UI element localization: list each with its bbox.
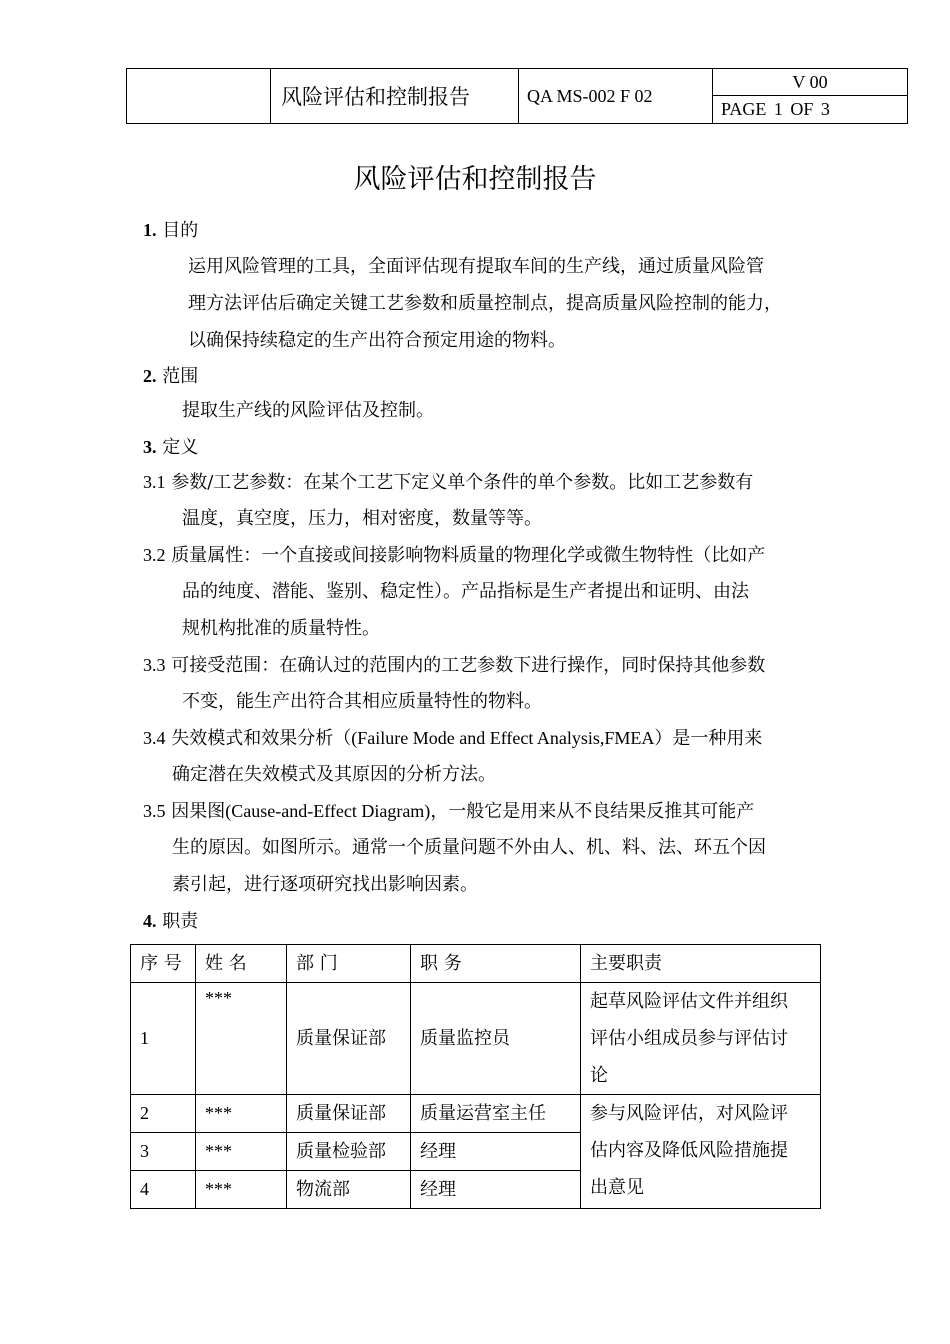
job-title: 质量监控员 [411, 983, 581, 1095]
definition-number: 3.1 [143, 472, 166, 492]
column-header: 部 门 [287, 945, 411, 983]
section-number: 4. [143, 911, 157, 931]
column-header: 职 务 [411, 945, 581, 983]
table-header-row [131, 945, 821, 983]
department: 质量保证部 [287, 983, 411, 1095]
column-header: 姓 名 [196, 945, 287, 983]
section-title: 定义 [162, 437, 199, 458]
definition-3-3 [143, 653, 765, 678]
definition-number: 3.4 [143, 728, 166, 748]
page-title: 风险评估和控制报告 [353, 164, 597, 195]
duty-line: 参与风险评估，对风险评 [590, 1103, 788, 1124]
paragraph-line: 运用风险管理的工具，全面评估现有提取车间的生产线，通过质量风险管 [188, 256, 764, 277]
header-title: 风险评估和控制报告 [271, 69, 519, 124]
department: 质量保证部 [287, 1095, 411, 1133]
definition-text: ）是一种用来 [654, 728, 763, 749]
row-number: 4 [131, 1171, 196, 1209]
paragraph-line: 温度，真空度，压力，相对密度，数量等等。 [182, 508, 542, 529]
duty-cell-shared [581, 1095, 821, 1209]
person-name: *** [196, 1171, 287, 1209]
person-name: *** [196, 983, 287, 1095]
responsibility-table [130, 944, 821, 1209]
section-2-heading [143, 364, 198, 389]
duty-line: 论 [590, 1065, 608, 1086]
definition-text: 因果图 [171, 801, 226, 822]
duty-line: 估内容及降低风险措施提 [590, 1140, 788, 1161]
person-name: *** [196, 1133, 287, 1171]
person-name: *** [196, 1095, 287, 1133]
section-title: 职责 [162, 911, 199, 932]
definition-number: 3.2 [143, 545, 166, 565]
page-number: PAGE 1 OF 3 [713, 96, 908, 124]
definition-3-1 [143, 470, 753, 495]
definition-number: 3.3 [143, 655, 166, 675]
section-number: 1. [143, 220, 157, 240]
definition-text: 质量属性：一个直接或间接影响物料质量的物理化学或微生物特性（比如产 [171, 545, 766, 566]
table-row [131, 983, 821, 1095]
version: V 00 [713, 69, 908, 96]
column-header: 序 号 [131, 945, 196, 983]
paragraph-line: 确定潜在失效模式及其原因的分析方法。 [172, 764, 496, 785]
paragraph-line: 以确保持续稳定的生产出符合预定用途的物料。 [188, 330, 566, 351]
paragraph-line: 理方法评估后确定关键工艺参数和质量控制点，提高质量风险控制的能力， [188, 293, 782, 314]
section-4-heading [143, 909, 198, 934]
section-title: 目的 [162, 220, 199, 241]
duty-line: 起草风险评估文件并组织 [590, 991, 788, 1012]
section-1-heading [143, 218, 198, 243]
definition-number: 3.5 [143, 801, 166, 821]
definition-term-en: (Cause-and-Effect Diagram) [225, 801, 431, 821]
row-number: 1 [131, 983, 196, 1095]
section-number: 2. [143, 366, 157, 386]
job-title: 质量运营室主任 [411, 1095, 581, 1133]
duty-line: 出意见 [590, 1177, 644, 1198]
definition-3-4 [143, 726, 762, 751]
definition-3-5 [143, 799, 754, 824]
column-header: 主要职责 [581, 945, 821, 983]
section-title: 范围 [162, 366, 199, 387]
definition-text: 参数/工艺参数：在某个工艺下定义单个条件的单个参数。比如工艺参数有 [171, 472, 754, 493]
logo-cell [127, 69, 271, 124]
department: 质量检验部 [287, 1133, 411, 1171]
duty-line: 评估小组成员参与评估讨 [590, 1028, 788, 1049]
paragraph-line: 生的原因。如图所示。通常一个质量问题不外由人、机、料、法、环五个因 [172, 837, 766, 858]
job-title: 经理 [411, 1133, 581, 1171]
row-number: 2 [131, 1095, 196, 1133]
doc-code: QA MS-002 F 02 [519, 69, 713, 124]
definition-term-en: (Failure Mode and Effect Analysis,FMEA [351, 728, 655, 748]
definition-text: 失效模式和效果分析（ [171, 728, 352, 749]
job-title: 经理 [411, 1171, 581, 1209]
duty-cell [581, 983, 821, 1095]
definition-text: 可接受范围：在确认过的范围内的工艺参数下进行操作，同时保持其他参数 [171, 655, 766, 676]
definition-text: ，一般它是用来从不良结果反推其可能产 [430, 801, 755, 822]
table-row [131, 1095, 821, 1133]
paragraph-line: 品的纯度、潜能、鉴别、稳定性）。产品指标是生产者提出和证明、由法 [182, 581, 749, 602]
document-header [126, 68, 908, 124]
section-number: 3. [143, 437, 157, 457]
paragraph-line: 规机构批准的质量特性。 [182, 618, 380, 639]
paragraph-line: 不变，能生产出符合其相应质量特性的物料。 [182, 691, 542, 712]
paragraph-line: 素引起，进行逐项研究找出影响因素。 [172, 874, 478, 895]
paragraph-line: 提取生产线的风险评估及控制。 [182, 400, 434, 421]
row-number: 3 [131, 1133, 196, 1171]
definition-3-2 [143, 543, 765, 568]
section-3-heading [143, 435, 198, 460]
department: 物流部 [287, 1171, 411, 1209]
